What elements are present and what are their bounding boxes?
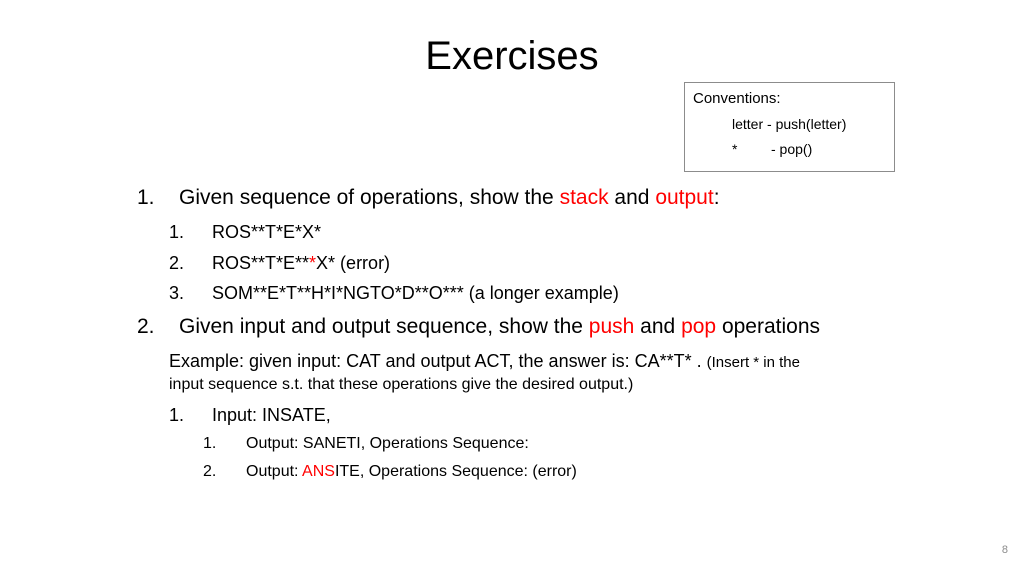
ex2-heading-text-a: Given input and output sequence, show the <box>179 315 589 338</box>
ex1-number: 1. <box>137 186 155 209</box>
convention-row-push <box>732 116 846 132</box>
ex1-heading <box>179 186 720 210</box>
ex2-output-2-text-a: Output: <box>246 463 303 480</box>
ex1-item-1-text: ROS**T*E*X* <box>212 222 322 242</box>
ex2-example-line-1 <box>169 351 800 372</box>
ex2-output-2-highlight: ANS <box>302 463 335 480</box>
ex2-example-text: Example: given input: CAT and output ACT, the answer is: CA**T* . <box>169 351 707 371</box>
convention-pop-text: - pop() <box>771 141 813 157</box>
ex1-item-2-number: 2. <box>169 253 185 273</box>
ex1-heading-text-b: and <box>608 186 656 209</box>
ex2-number: 2. <box>137 315 155 338</box>
page-number: 8 <box>1001 544 1008 556</box>
ex2-example-line-2: input sequence s.t. that these operations give the desired output.) <box>169 376 634 393</box>
ex2-output-2-text <box>246 463 577 481</box>
slide-title: Exercises <box>425 34 599 78</box>
ex1-item-2-text <box>212 253 390 274</box>
ex1-item-1-number: 1. <box>169 222 185 242</box>
ex2-input-text: Input: INSATE, <box>212 405 331 425</box>
ex1-item-2-text-a: ROS**T*E** <box>212 253 310 273</box>
conventions-box <box>684 82 895 172</box>
ex1-output-highlight: output <box>655 186 714 209</box>
ex1-item-2-text-b: X* (error) <box>316 253 391 273</box>
ex2-heading <box>179 315 820 339</box>
ex1-stack-highlight: stack <box>559 186 609 209</box>
ex2-input-number: 1. <box>169 405 185 425</box>
ex2-push-highlight: push <box>588 315 635 338</box>
ex2-pop-highlight: pop <box>681 315 717 338</box>
convention-pop-symbol: * <box>732 141 738 157</box>
ex1-item-3-text: SOM**E*T**H*I*NGTO*D**O*** (a longer example) <box>212 283 619 303</box>
ex1-item-3-number: 3. <box>169 283 185 303</box>
ex1-heading-text-c: : <box>713 186 720 209</box>
conventions-title: Conventions: <box>693 90 781 107</box>
ex2-heading-text-c: operations <box>716 315 821 338</box>
ex2-heading-text-b: and <box>634 315 682 338</box>
ex2-output-2-number: 2. <box>203 463 217 480</box>
ex2-output-1-number: 1. <box>203 435 217 452</box>
ex1-heading-text-a: Given sequence of operations, show the <box>179 186 560 209</box>
convention-row-pop <box>732 141 812 157</box>
ex2-output-1-text: Output: SANETI, Operations Sequence: <box>246 435 529 452</box>
ex2-output-2-text-b: ITE, Operations Sequence: (error) <box>334 463 577 480</box>
ex1-item-2-error-star: * <box>309 253 317 273</box>
ex2-example-note: (Insert * in the <box>706 354 800 371</box>
convention-push-text: letter - push(letter) <box>732 116 847 132</box>
